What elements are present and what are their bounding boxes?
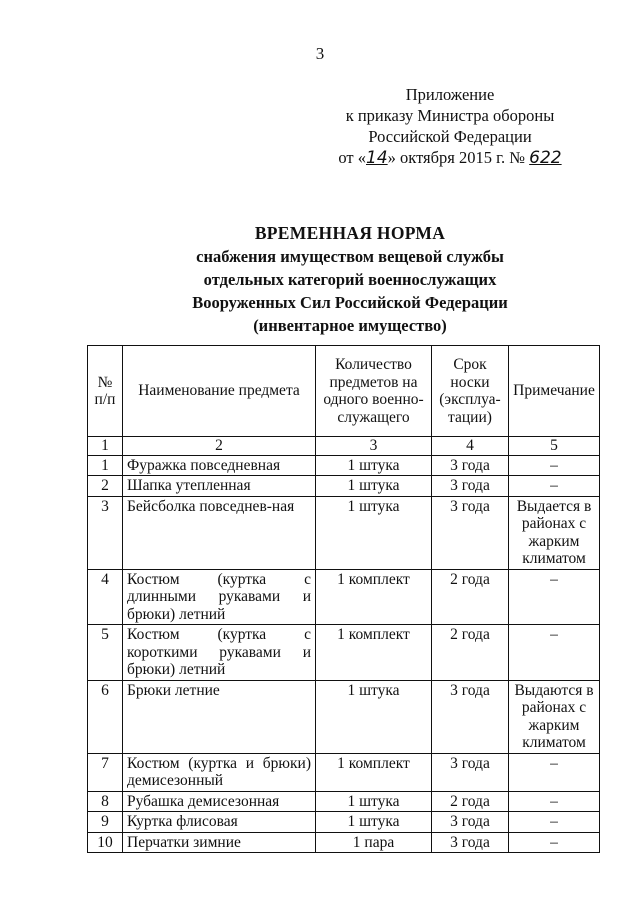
header-num: № п/п bbox=[88, 346, 123, 437]
cell-qty: 1 комплект bbox=[316, 753, 432, 791]
index-cell: 2 bbox=[123, 437, 316, 456]
cell-num: 2 bbox=[88, 476, 123, 497]
cell-qty: 1 комплект bbox=[316, 569, 432, 625]
cell-term: 3 года bbox=[432, 753, 509, 791]
cell-term: 3 года bbox=[432, 680, 509, 753]
date-prefix: от « bbox=[338, 148, 366, 167]
cell-num: 3 bbox=[88, 496, 123, 569]
cell-name: Шапка утепленная bbox=[123, 476, 316, 497]
cell-term: 3 года bbox=[432, 832, 509, 853]
index-cell: 1 bbox=[88, 437, 123, 456]
cell-note: – bbox=[509, 476, 600, 497]
cell-note: Выдаются в районах с жарким климатом bbox=[509, 680, 600, 753]
table-row bbox=[88, 625, 600, 681]
date-day: 14 bbox=[366, 148, 388, 168]
order-number: 622 bbox=[529, 148, 562, 168]
cell-num: 1 bbox=[88, 455, 123, 476]
table-row bbox=[88, 496, 600, 569]
table-row bbox=[88, 812, 600, 833]
index-cell: 4 bbox=[432, 437, 509, 456]
document-title: ВРЕМЕННАЯ НОРМА bbox=[254, 223, 446, 243]
header-name: Наименование предмета bbox=[123, 346, 316, 437]
appendix-block bbox=[300, 84, 600, 169]
header-qty: Количество предметов на одного военно-служащего bbox=[316, 346, 432, 437]
table-row bbox=[88, 832, 600, 853]
cell-name: Костюм (куртка с длинными рукавами и брюки) летний bbox=[123, 569, 316, 625]
cell-qty: 1 штука bbox=[316, 812, 432, 833]
cell-qty: 1 штука bbox=[316, 476, 432, 497]
cell-note: – bbox=[509, 832, 600, 853]
table-header-row bbox=[88, 346, 600, 437]
cell-note: Выдается в районах с жарким климатом bbox=[509, 496, 600, 569]
table-row bbox=[88, 476, 600, 497]
appendix-line3: Российской Федерации bbox=[368, 127, 532, 146]
norm-table bbox=[87, 345, 600, 853]
cell-num: 10 bbox=[88, 832, 123, 853]
cell-qty: 1 комплект bbox=[316, 625, 432, 681]
appendix-date-line bbox=[300, 147, 600, 169]
cell-qty: 1 пара bbox=[316, 832, 432, 853]
title-block bbox=[60, 222, 640, 337]
cell-note: – bbox=[509, 791, 600, 812]
cell-name: Брюки летние bbox=[123, 680, 316, 753]
cell-name: Перчатки зимние bbox=[123, 832, 316, 853]
header-term: Срок носки (эксплуа-тации) bbox=[432, 346, 509, 437]
cell-num: 9 bbox=[88, 812, 123, 833]
cell-num: 5 bbox=[88, 625, 123, 681]
appendix-line2: к приказу Министра обороны bbox=[345, 106, 555, 125]
cell-term: 2 года bbox=[432, 625, 509, 681]
cell-term: 2 года bbox=[432, 569, 509, 625]
cell-term: 2 года bbox=[432, 791, 509, 812]
title-line3: отдельных категорий военнослужащих bbox=[203, 270, 497, 289]
cell-term: 3 года bbox=[432, 812, 509, 833]
cell-name: Рубашка демисезонная bbox=[123, 791, 316, 812]
cell-qty: 1 штука bbox=[316, 455, 432, 476]
cell-qty: 1 штука bbox=[316, 680, 432, 753]
table-row bbox=[88, 680, 600, 753]
cell-num: 8 bbox=[88, 791, 123, 812]
table-index-row bbox=[88, 437, 600, 456]
cell-name: Фуражка повседневная bbox=[123, 455, 316, 476]
table-row bbox=[88, 569, 600, 625]
title-line5: (инвентарное имущество) bbox=[253, 316, 447, 335]
index-cell: 3 bbox=[316, 437, 432, 456]
cell-qty: 1 штука bbox=[316, 791, 432, 812]
cell-term: 3 года bbox=[432, 455, 509, 476]
cell-num: 4 bbox=[88, 569, 123, 625]
cell-note: – bbox=[509, 753, 600, 791]
cell-num: 6 bbox=[88, 680, 123, 753]
cell-name: Костюм (куртка и брюки) демисезонный bbox=[123, 753, 316, 791]
cell-note: – bbox=[509, 569, 600, 625]
cell-term: 3 года bbox=[432, 496, 509, 569]
appendix-line1: Приложение bbox=[405, 85, 495, 104]
date-middle: » октября 2015 г. № bbox=[387, 148, 526, 167]
table-row bbox=[88, 791, 600, 812]
cell-name: Костюм (куртка с короткими рукавами и брюки) летний bbox=[123, 625, 316, 681]
cell-note: – bbox=[509, 812, 600, 833]
title-line4: Вооруженных Сил Российской Федерации bbox=[192, 293, 508, 312]
index-cell: 5 bbox=[509, 437, 600, 456]
cell-qty: 1 штука bbox=[316, 496, 432, 569]
cell-num: 7 bbox=[88, 753, 123, 791]
table-row bbox=[88, 455, 600, 476]
title-line2: снабжения имуществом вещевой службы bbox=[196, 247, 504, 266]
cell-term: 3 года bbox=[432, 476, 509, 497]
cell-name: Бейсболка повседнев-ная bbox=[123, 496, 316, 569]
cell-note: – bbox=[509, 625, 600, 681]
cell-note: – bbox=[509, 455, 600, 476]
page-number: 3 bbox=[315, 44, 325, 63]
header-note: Примечание bbox=[509, 346, 600, 437]
table-row bbox=[88, 753, 600, 791]
cell-name: Куртка флисовая bbox=[123, 812, 316, 833]
